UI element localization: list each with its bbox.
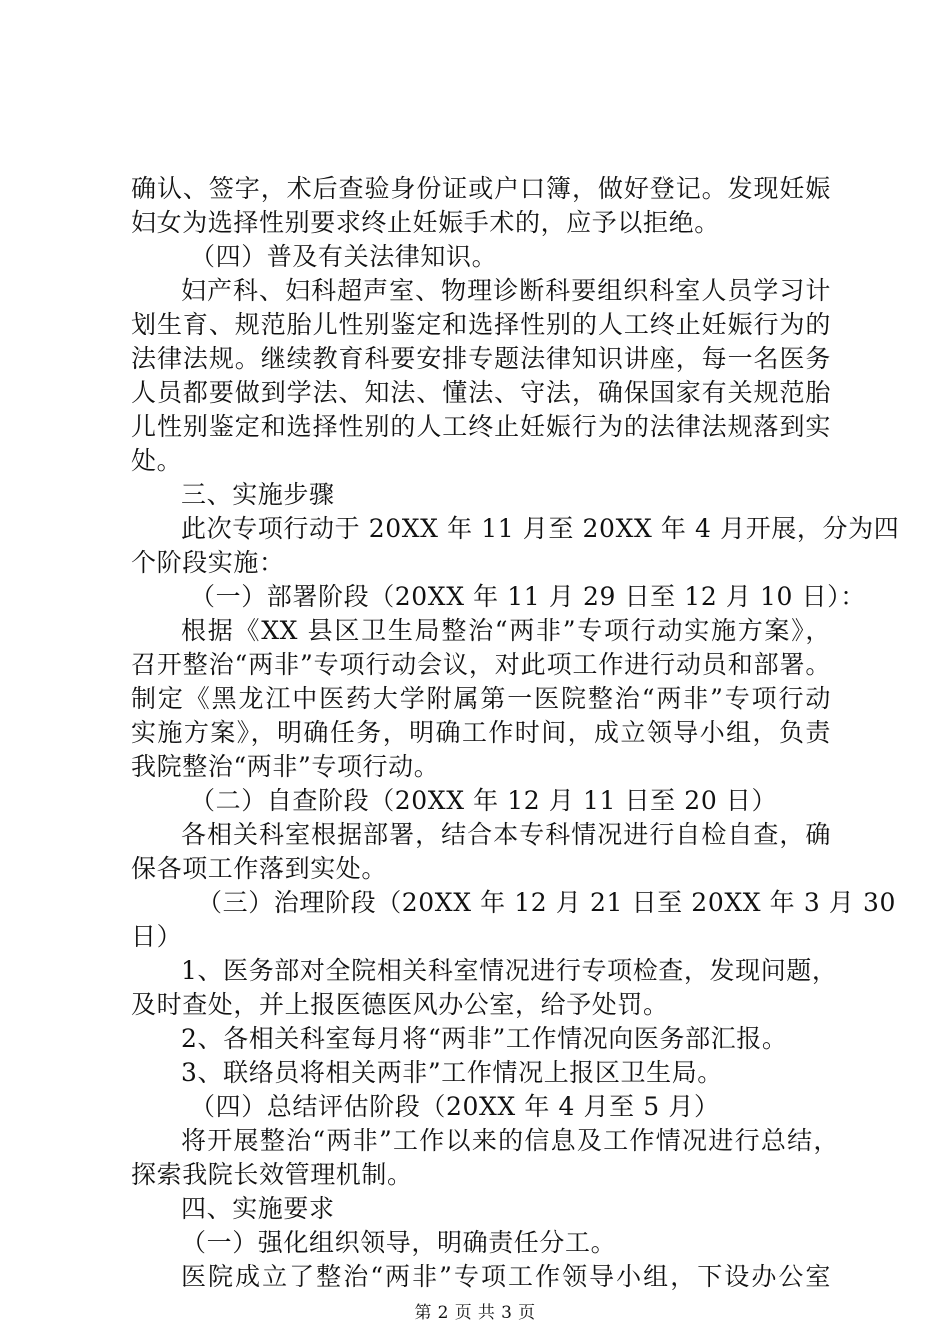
section-heading: （一）部署阶段（20XX 年 11 月 29 日至 12 月 10 日）： (190, 582, 866, 611)
body-line: 妇女为选择性别要求终止妊娠手术的，应予以拒绝。 (131, 208, 720, 237)
body-line: 各相关科室根据部署，结合本专科情况进行自检自查，确 (181, 820, 831, 849)
section-heading: （三）治理阶段（20XX 年 12 月 21 日至 20XX 年 3 月 30 (197, 888, 897, 917)
body-line: 儿性别鉴定和选择性别的人工终止妊娠行为的法律法规落到实 (131, 412, 831, 441)
body-line: 我院整治“两非”专项行动。 (131, 752, 440, 781)
body-line: 划生育、规范胎儿性别鉴定和选择性别的人工终止妊娠行为的 (131, 310, 831, 339)
body-line: 医院成立了整治“两非”专项工作领导小组，下设办公室 (181, 1262, 831, 1291)
body-line: 法律法规。继续教育科要安排专题法律知识讲座，每一名医务 (131, 344, 831, 373)
body-line: 将开展整治“两非”工作以来的信息及工作情况进行总结， (181, 1126, 839, 1155)
body-line: 日） (131, 922, 183, 951)
body-line: 召开整治“两非”专项行动会议，对此项工作进行动员和部署。 (131, 650, 831, 679)
body-line: 及时查处，并上报医德医风办公室，给予处罚。 (131, 990, 669, 1019)
section-heading: （四）普及有关法律知识。 (190, 242, 498, 271)
page-footer: 第 2 页 共 3 页 (414, 1303, 536, 1323)
body-line: 实施方案》，明确任务，明确工作时间，成立领导小组，负责 (131, 718, 831, 747)
body-line: 探索我院长效管理机制。 (131, 1160, 413, 1189)
list-item: 1、医务部对全院相关科室情况进行专项检查，发现问题， (181, 956, 838, 985)
section-heading: （四）总结评估阶段（20XX 年 4 月至 5 月） (190, 1092, 720, 1121)
body-line: 个阶段实施： (131, 548, 285, 577)
body-line: 制定《黑龙江中医药大学附属第一医院整治“两非”专项行动 (131, 684, 831, 713)
body-line: 根据《XX 县区卫生局整治“两非”专项行动实施方案》， (181, 616, 831, 645)
list-item: 3、联络员将相关两非”工作情况上报区卫生局。 (181, 1058, 723, 1087)
section-heading: （二）自查阶段（20XX 年 12 月 11 日至 20 日） (190, 786, 778, 815)
body-line: 此次专项行动于 20XX 年 11 月至 20XX 年 4 月开展，分为四 (181, 514, 900, 543)
body-line: 处。 (131, 446, 183, 475)
body-line: 确认、签字，术后查验身份证或户口簿，做好登记。发现妊娠 (131, 174, 831, 203)
section-heading: 四、实施要求 (181, 1194, 335, 1223)
section-heading: （一）强化组织领导，明确责任分工。 (181, 1228, 617, 1257)
section-heading: 三、实施步骤 (181, 480, 335, 509)
body-line: 保各项工作落到实处。 (131, 854, 388, 883)
list-item: 2、各相关科室每月将“两非”工作情况向医务部汇报。 (181, 1024, 788, 1053)
body-line: 妇产科、妇科超声室、物理诊断科要组织科室人员学习计 (181, 276, 831, 305)
body-line: 人员都要做到学法、知法、懂法、守法，确保国家有关规范胎 (131, 378, 831, 407)
